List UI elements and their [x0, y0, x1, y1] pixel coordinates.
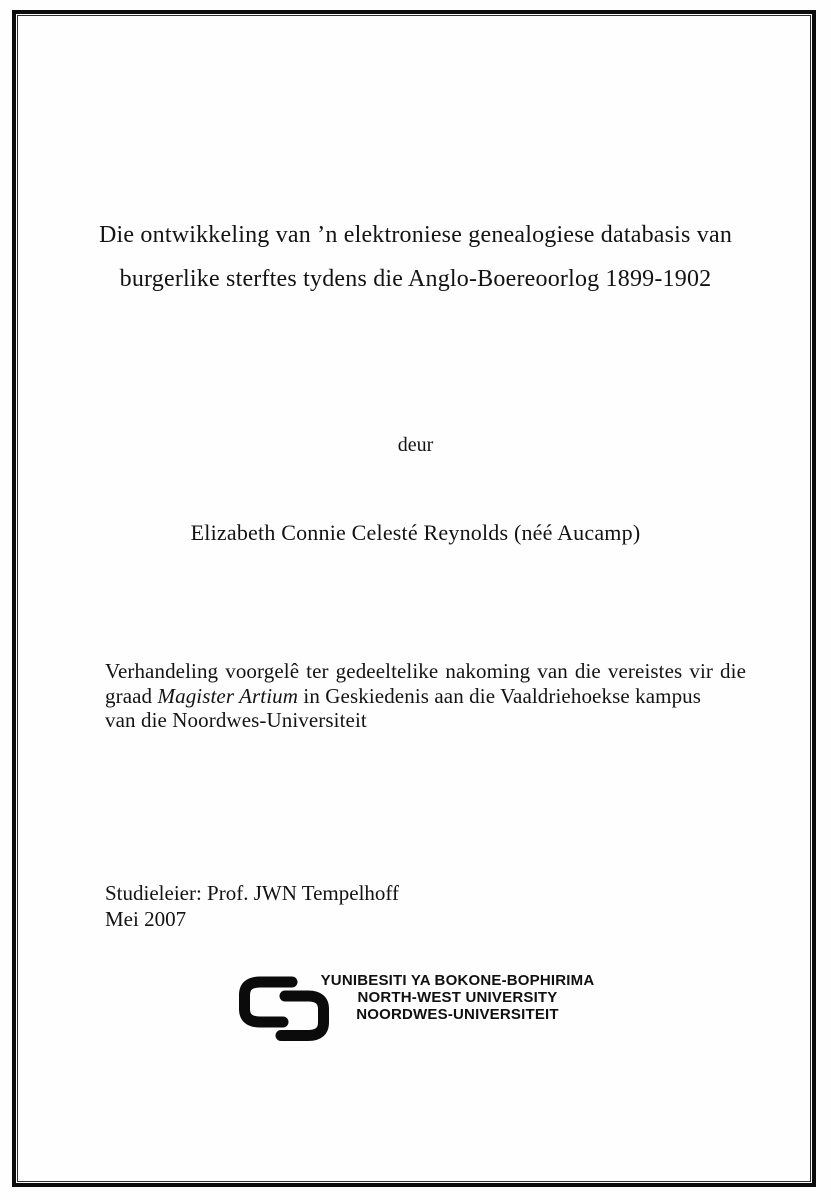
thesis-title [60, 213, 771, 301]
date-line: Mei 2007 [105, 906, 187, 931]
thesis-title-line1: Die ontwikkeling van ’n elektroniese genealogiese databasis van [98, 222, 733, 248]
wordmark-line-afrikaans: NOORDWES-UNIVERSITEIT [356, 1006, 559, 1023]
statement-line2-pre: graad [105, 683, 158, 708]
statement-line1: Verhandeling voorgelê ter gedeeltelike nakoming van die vereistes vir die [105, 659, 746, 683]
interlocked-chain-links-icon [237, 968, 331, 1046]
thesis-statement [105, 659, 746, 733]
author-name: Elizabeth Connie Celesté Reynolds (néé Aucamp) [190, 520, 641, 545]
statement-line2-post: in Geskiedenis aan die Vaaldriehoekse kampus [298, 683, 702, 708]
supervisor-line: Studieleier: Prof. JWN Tempelhoff [105, 881, 400, 905]
byline-deur: deur [397, 434, 434, 456]
university-wordmark [321, 972, 595, 1023]
wordmark-line-english: NORTH-WEST UNIVERSITY [357, 989, 558, 1006]
wordmark-line-setswana: YUNIBESITI YA BOKONE-BOPHIRIMA [320, 972, 595, 989]
university-logo [0, 968, 831, 1046]
thesis-title-line2: burgerlike sterftes tydens die Anglo-Boereoorlog 1899-1902 [119, 266, 712, 292]
credits-block [105, 881, 399, 932]
degree-name-italic: Magister Artium [157, 683, 299, 708]
statement-line3: van die Noordwes-Universiteit [105, 708, 367, 732]
statement-line2 [105, 684, 746, 709]
